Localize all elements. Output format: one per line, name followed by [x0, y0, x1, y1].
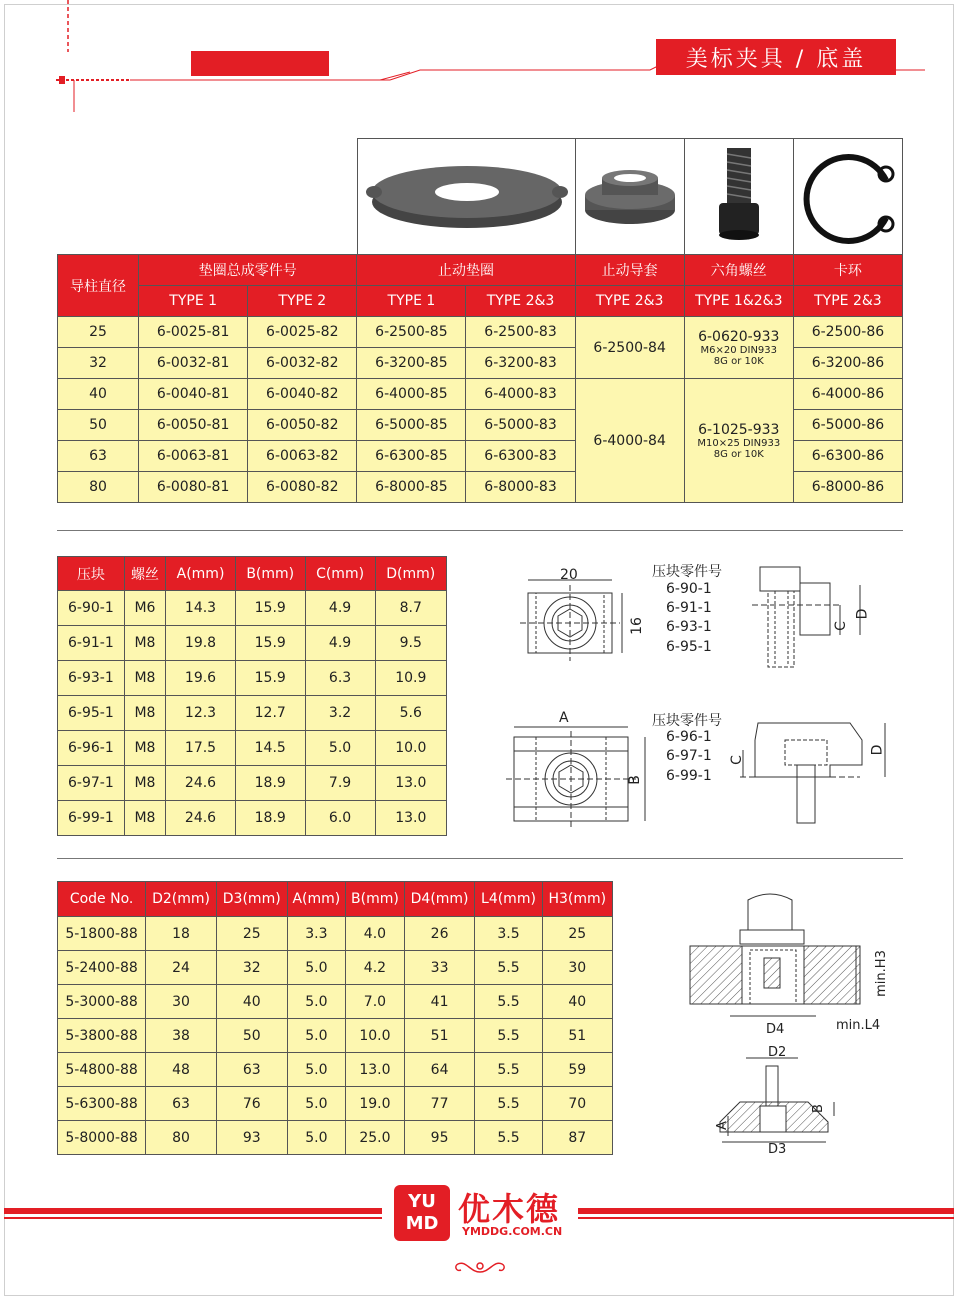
cell: 50	[58, 410, 139, 441]
cell: 6-0050-81	[139, 410, 248, 441]
screw-grade: 8G or 10K	[713, 448, 764, 460]
table-row	[58, 1087, 613, 1121]
cell: 25	[542, 917, 612, 951]
cell: 4.0	[346, 917, 405, 951]
cell: 15.9	[235, 626, 305, 661]
cell: 5.5	[475, 951, 542, 985]
cell: 93	[216, 1121, 287, 1155]
cell: M8	[124, 661, 165, 696]
cell: 63	[146, 1087, 217, 1121]
cell: M8	[124, 731, 165, 766]
cell: 80	[58, 472, 139, 503]
dim-b: B	[810, 1104, 826, 1113]
cell: 6-95-1	[58, 696, 125, 731]
cell: 7.9	[305, 766, 375, 801]
cell: 5.5	[475, 985, 542, 1019]
cell: 30	[146, 985, 217, 1019]
cell: 6-90-1	[58, 591, 125, 626]
header-cell: A(mm)	[287, 882, 346, 917]
clamp-part: 6-97-1	[666, 748, 712, 764]
cell: 4.2	[346, 951, 405, 985]
dim-16: 16	[628, 617, 645, 635]
cell: 59	[542, 1053, 612, 1087]
cell: 6-0063-81	[139, 441, 248, 472]
divider	[57, 858, 903, 859]
table-row	[58, 1053, 613, 1087]
cell: 6-2500-86	[793, 317, 902, 348]
guide-sleeve-image	[576, 139, 685, 255]
cell: 48	[146, 1053, 217, 1087]
table-row	[58, 379, 903, 410]
dim-d-bottom: D	[869, 744, 886, 756]
footer-bar-left-thin	[4, 1217, 382, 1219]
header-cell: L4(mm)	[475, 882, 542, 917]
dim-min-h3: min.H3	[873, 950, 889, 997]
cell: 6-0032-81	[139, 348, 248, 379]
header-cell: B(mm)	[235, 557, 305, 591]
cell: M8	[124, 766, 165, 801]
sub-header: TYPE 2&3	[466, 286, 575, 317]
dim-min-l4: min.L4	[836, 1018, 881, 1033]
clamp-part: 6-91-1	[666, 600, 712, 616]
cell: 6-99-1	[58, 801, 125, 836]
cell: 6-8000-85	[357, 472, 466, 503]
snap-ring-icon	[798, 140, 898, 250]
logo-bottom: MD	[405, 1213, 439, 1234]
cell: 6-6300-86	[793, 441, 902, 472]
cell: M8	[124, 626, 165, 661]
sub-header: TYPE 2&3	[793, 286, 902, 317]
cell: M6	[124, 591, 165, 626]
header-cell: B(mm)	[346, 882, 405, 917]
sleeve-icon	[580, 140, 680, 250]
cell: 17.5	[166, 731, 236, 766]
cell: 6-97-1	[58, 766, 125, 801]
cell: 64	[404, 1053, 475, 1087]
cell: 5.0	[287, 985, 346, 1019]
cell: 41	[404, 985, 475, 1019]
dim-a: A	[559, 710, 569, 726]
screw-spec: M10×25 DIN933	[697, 437, 781, 449]
cell: 5.0	[287, 951, 346, 985]
clamp-part-title-2: 压块零件号	[652, 713, 722, 729]
page-title: 美标夹具 / 底盖	[656, 39, 896, 75]
cell: 12.7	[235, 696, 305, 731]
header-cell: A(mm)	[166, 557, 236, 591]
cell: 63	[58, 441, 139, 472]
guide-sleeve-cell: 6-2500-84	[575, 317, 684, 379]
dim-c-bottom: C	[728, 755, 745, 765]
cell: 5.0	[287, 1053, 346, 1087]
cell: 38	[146, 1019, 217, 1053]
snap-ring-image	[794, 139, 903, 255]
header-cell: D3(mm)	[216, 882, 287, 917]
cell: 6-4000-86	[793, 379, 902, 410]
header-cell: 压块	[58, 557, 125, 591]
cell: 14.3	[166, 591, 236, 626]
cell: 19.0	[346, 1087, 405, 1121]
cell: 50	[216, 1019, 287, 1053]
cell: 5.0	[305, 731, 375, 766]
cell: 80	[146, 1121, 217, 1155]
cell: 77	[404, 1087, 475, 1121]
table2	[57, 556, 447, 836]
cell: 40	[216, 985, 287, 1019]
cell: 6-0040-82	[248, 379, 357, 410]
brand-name: 优木德	[458, 1190, 561, 1228]
cell: 6-4000-85	[357, 379, 466, 410]
washer-image	[358, 139, 576, 255]
clamp-part-title-1: 压块零件号	[652, 564, 722, 580]
brand-logo	[394, 1185, 450, 1241]
header-cell: Code No.	[58, 882, 146, 917]
cell: 40	[542, 985, 612, 1019]
cell: 6-0080-81	[139, 472, 248, 503]
cell: 95	[404, 1121, 475, 1155]
cell: 9.5	[375, 626, 446, 661]
header-cell: D4(mm)	[404, 882, 475, 917]
footer-bar-right-thin	[578, 1217, 954, 1219]
cell: 5-4800-88	[58, 1053, 146, 1087]
clamp-part: 6-96-1	[666, 729, 712, 745]
sub-header: TYPE 1	[139, 286, 248, 317]
table-row	[58, 1121, 613, 1155]
cell: 6-0025-82	[248, 317, 357, 348]
cell: 24.6	[166, 766, 236, 801]
cell: 6-8000-86	[793, 472, 902, 503]
dim-20: 20	[560, 567, 578, 583]
screw-cell	[684, 317, 793, 379]
cell: 6-5000-83	[466, 410, 575, 441]
cell: 6-6300-83	[466, 441, 575, 472]
divider	[57, 530, 903, 531]
cell: 6-4000-83	[466, 379, 575, 410]
header-cell: 螺丝	[124, 557, 165, 591]
sub-header: TYPE 2&3	[575, 286, 684, 317]
cell: 76	[216, 1087, 287, 1121]
cell: 32	[58, 348, 139, 379]
screw-code: 6-1025-933	[698, 421, 780, 438]
table-row	[58, 951, 613, 985]
cell: 18.9	[235, 801, 305, 836]
table1	[57, 254, 903, 503]
cell: 15.9	[235, 591, 305, 626]
screw-code: 6-0620-933	[698, 328, 780, 345]
screw-cell	[684, 379, 793, 503]
header-cell: D2(mm)	[146, 882, 217, 917]
cell: 10.0	[346, 1019, 405, 1053]
sub-header: TYPE 1&2&3	[684, 286, 793, 317]
cell: 24	[146, 951, 217, 985]
cell: 6-3200-83	[466, 348, 575, 379]
cell: 6-5000-86	[793, 410, 902, 441]
table-row	[58, 766, 447, 801]
cell: 13.0	[375, 801, 446, 836]
dim-c-top: C	[832, 621, 849, 631]
cell: 70	[542, 1087, 612, 1121]
header-stop-sleeve: 止动导套	[575, 255, 684, 286]
dim-d3: D3	[768, 1142, 787, 1157]
cell: 6-0040-81	[139, 379, 248, 410]
dim-d-top: D	[854, 608, 871, 620]
cell: 5-3800-88	[58, 1019, 146, 1053]
dim-a: A	[714, 1121, 730, 1130]
sub-header: TYPE 2	[248, 286, 357, 317]
cell: 10.0	[375, 731, 446, 766]
logo-top: YU	[408, 1191, 436, 1212]
header-stop-washer: 止动垫圈	[357, 255, 575, 286]
cell: 26	[404, 917, 475, 951]
ornament-icon	[452, 1254, 508, 1278]
cell: 6-3200-85	[357, 348, 466, 379]
cell: 6-2500-83	[466, 317, 575, 348]
screw-grade: 8G or 10K	[713, 355, 764, 367]
table-row	[58, 731, 447, 766]
cell: 18	[146, 917, 217, 951]
sub-header: TYPE 1	[357, 286, 466, 317]
cell: 5.0	[287, 1019, 346, 1053]
cell: 6-5000-85	[357, 410, 466, 441]
footer-bar-left	[4, 1208, 382, 1214]
cell: 5.0	[287, 1121, 346, 1155]
cell: 6-93-1	[58, 661, 125, 696]
cell: 5.5	[475, 1053, 542, 1087]
screw-icon	[689, 140, 789, 250]
cell: 5-8000-88	[58, 1121, 146, 1155]
table-row	[58, 985, 613, 1019]
cell: 25.0	[346, 1121, 405, 1155]
header-guide-diameter: 导柱直径	[58, 255, 139, 317]
table-row	[58, 626, 447, 661]
cell: 3.2	[305, 696, 375, 731]
cell: 5-3000-88	[58, 985, 146, 1019]
cell: 87	[542, 1121, 612, 1155]
header-snap-ring: 卡环	[793, 255, 902, 286]
cell: 30	[542, 951, 612, 985]
header-cell: H3(mm)	[542, 882, 612, 917]
cell: 5.5	[475, 1087, 542, 1121]
cell: 51	[404, 1019, 475, 1053]
cell: 14.5	[235, 731, 305, 766]
cell: 5.5	[475, 1019, 542, 1053]
table-row	[58, 801, 447, 836]
cell: 6.0	[305, 801, 375, 836]
clamp-part: 6-99-1	[666, 768, 712, 784]
cell: 6-91-1	[58, 626, 125, 661]
cell: M8	[124, 696, 165, 731]
header-cell: D(mm)	[375, 557, 446, 591]
cell: 6-96-1	[58, 731, 125, 766]
cell: 19.6	[166, 661, 236, 696]
cell: 6-0032-82	[248, 348, 357, 379]
table1-images	[357, 138, 903, 255]
screw-spec: M6×20 DIN933	[700, 344, 778, 356]
header-washer-assembly: 垫圈总成零件号	[139, 255, 357, 286]
table-row	[58, 317, 903, 348]
cell: 6-0025-81	[139, 317, 248, 348]
guide-sleeve-cell: 6-4000-84	[575, 379, 684, 503]
table3	[57, 881, 613, 1155]
table-row	[58, 591, 447, 626]
cell: 40	[58, 379, 139, 410]
dim-d2: D2	[768, 1045, 787, 1060]
cell: 6-0063-82	[248, 441, 357, 472]
cell: 6-0080-82	[248, 472, 357, 503]
cell: 33	[404, 951, 475, 985]
cell: 5-6300-88	[58, 1087, 146, 1121]
cell: 6-3200-86	[793, 348, 902, 379]
cell: 32	[216, 951, 287, 985]
cell: 18.9	[235, 766, 305, 801]
cell: 6-8000-83	[466, 472, 575, 503]
cell: 12.3	[166, 696, 236, 731]
header-cell: C(mm)	[305, 557, 375, 591]
table-row	[58, 1019, 613, 1053]
cell: 24.6	[166, 801, 236, 836]
cell: 3.3	[287, 917, 346, 951]
cell: 4.9	[305, 591, 375, 626]
cell: 15.9	[235, 661, 305, 696]
cell: 4.9	[305, 626, 375, 661]
clamp-part: 6-95-1	[666, 639, 712, 655]
cell: 10.9	[375, 661, 446, 696]
cell: 13.0	[375, 766, 446, 801]
cell: 25	[58, 317, 139, 348]
clamp-part: 6-90-1	[666, 581, 712, 597]
cell: 7.0	[346, 985, 405, 1019]
cell: 51	[542, 1019, 612, 1053]
table-row	[58, 696, 447, 731]
cell: 5-2400-88	[58, 951, 146, 985]
cell: 19.8	[166, 626, 236, 661]
cell: 6-2500-85	[357, 317, 466, 348]
cell: 6-6300-85	[357, 441, 466, 472]
table-row	[58, 661, 447, 696]
cell: 8.7	[375, 591, 446, 626]
cell: 63	[216, 1053, 287, 1087]
cell: 5.6	[375, 696, 446, 731]
cell: 5.5	[475, 1121, 542, 1155]
dim-d4: D4	[766, 1022, 785, 1037]
hex-screw-image	[685, 139, 794, 255]
footer-bar-right	[578, 1208, 954, 1214]
cell: 25	[216, 917, 287, 951]
cell: 3.5	[475, 917, 542, 951]
cell: 5.0	[287, 1087, 346, 1121]
cell: M8	[124, 801, 165, 836]
cell: 5-1800-88	[58, 917, 146, 951]
table-row	[58, 917, 613, 951]
cell: 13.0	[346, 1053, 405, 1087]
washer-icon	[362, 140, 572, 250]
clamp-part: 6-93-1	[666, 619, 712, 635]
brand-url: YMDDG.COM.CN	[462, 1225, 563, 1238]
cell: 6-0050-82	[248, 410, 357, 441]
header-hex-screw: 六角螺丝	[684, 255, 793, 286]
dim-b: B	[626, 775, 643, 785]
cell: 6.3	[305, 661, 375, 696]
